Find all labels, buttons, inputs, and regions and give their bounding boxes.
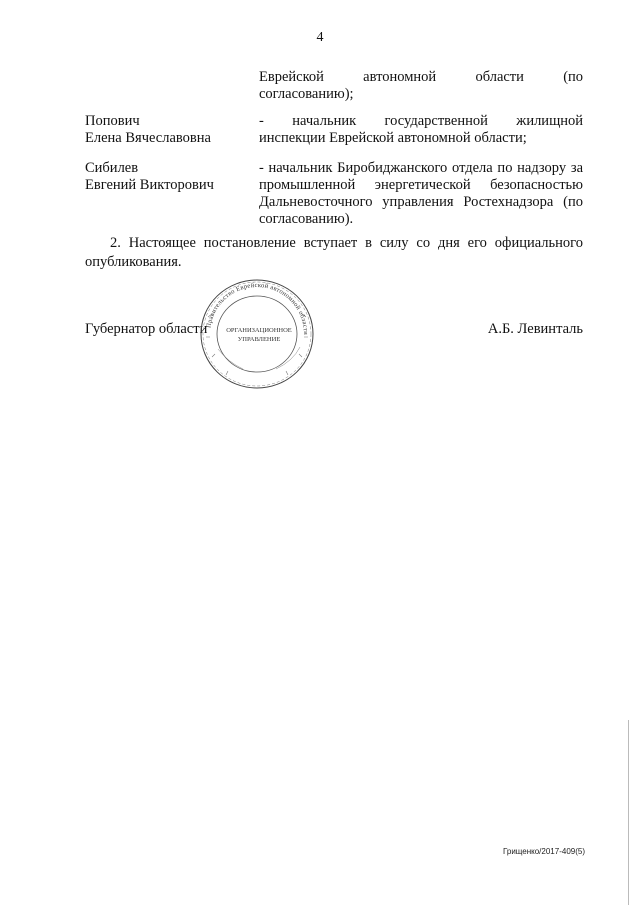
official-seal <box>198 277 316 391</box>
role-first-line <box>259 69 583 86</box>
role-word: государственной <box>384 113 488 129</box>
member-given-names: Елена Вячеславовна <box>85 130 211 146</box>
role-rest: инспекции Еврейской автономной области; <box>259 130 527 146</box>
clause-2: 2. Настоящее постановление вступает в силу со дня его официального опубликования. <box>85 235 583 270</box>
member-name <box>85 113 255 147</box>
member-role-continuation <box>259 69 583 103</box>
member-name <box>85 160 255 194</box>
role-first-line <box>259 113 583 130</box>
role-word: автономной <box>363 69 437 85</box>
member-surname: Сибилев <box>85 160 139 176</box>
member-role <box>259 160 583 228</box>
seal-ring-hatching <box>206 314 308 375</box>
member-given-names: Евгений Викторович <box>85 177 214 193</box>
scan-edge-line <box>628 720 629 905</box>
role-word: жилищной <box>516 113 584 129</box>
role-word: (по <box>563 69 584 85</box>
role-text: - начальник Биробиджанского отдела по надзору за промышленной энергетической безопасностью Дальневосточного управления Ростехнадзора (по согласованию). <box>259 160 583 227</box>
page-number: 4 <box>316 30 324 45</box>
role-rest: согласованию); <box>259 86 354 102</box>
seal-center-line1: ОРГАНИЗАЦИОННОЕ <box>226 327 292 334</box>
member-surname: Попович <box>85 113 140 129</box>
seal-center-line2: УПРАВЛЕНИЕ <box>237 336 281 343</box>
signature-name: А.Б. Левинталь <box>487 321 583 337</box>
seal-ring-text: Правительство Еврейской автономной области <box>205 281 310 336</box>
role-word: области <box>475 69 524 85</box>
document-code: Грищенко/2017-409(5) <box>502 847 585 856</box>
member-role <box>259 113 583 147</box>
role-word: - <box>259 113 264 129</box>
role-word: начальник <box>292 113 357 129</box>
signature-title: Губернатор области <box>85 321 208 337</box>
role-word: Еврейской <box>259 69 324 85</box>
